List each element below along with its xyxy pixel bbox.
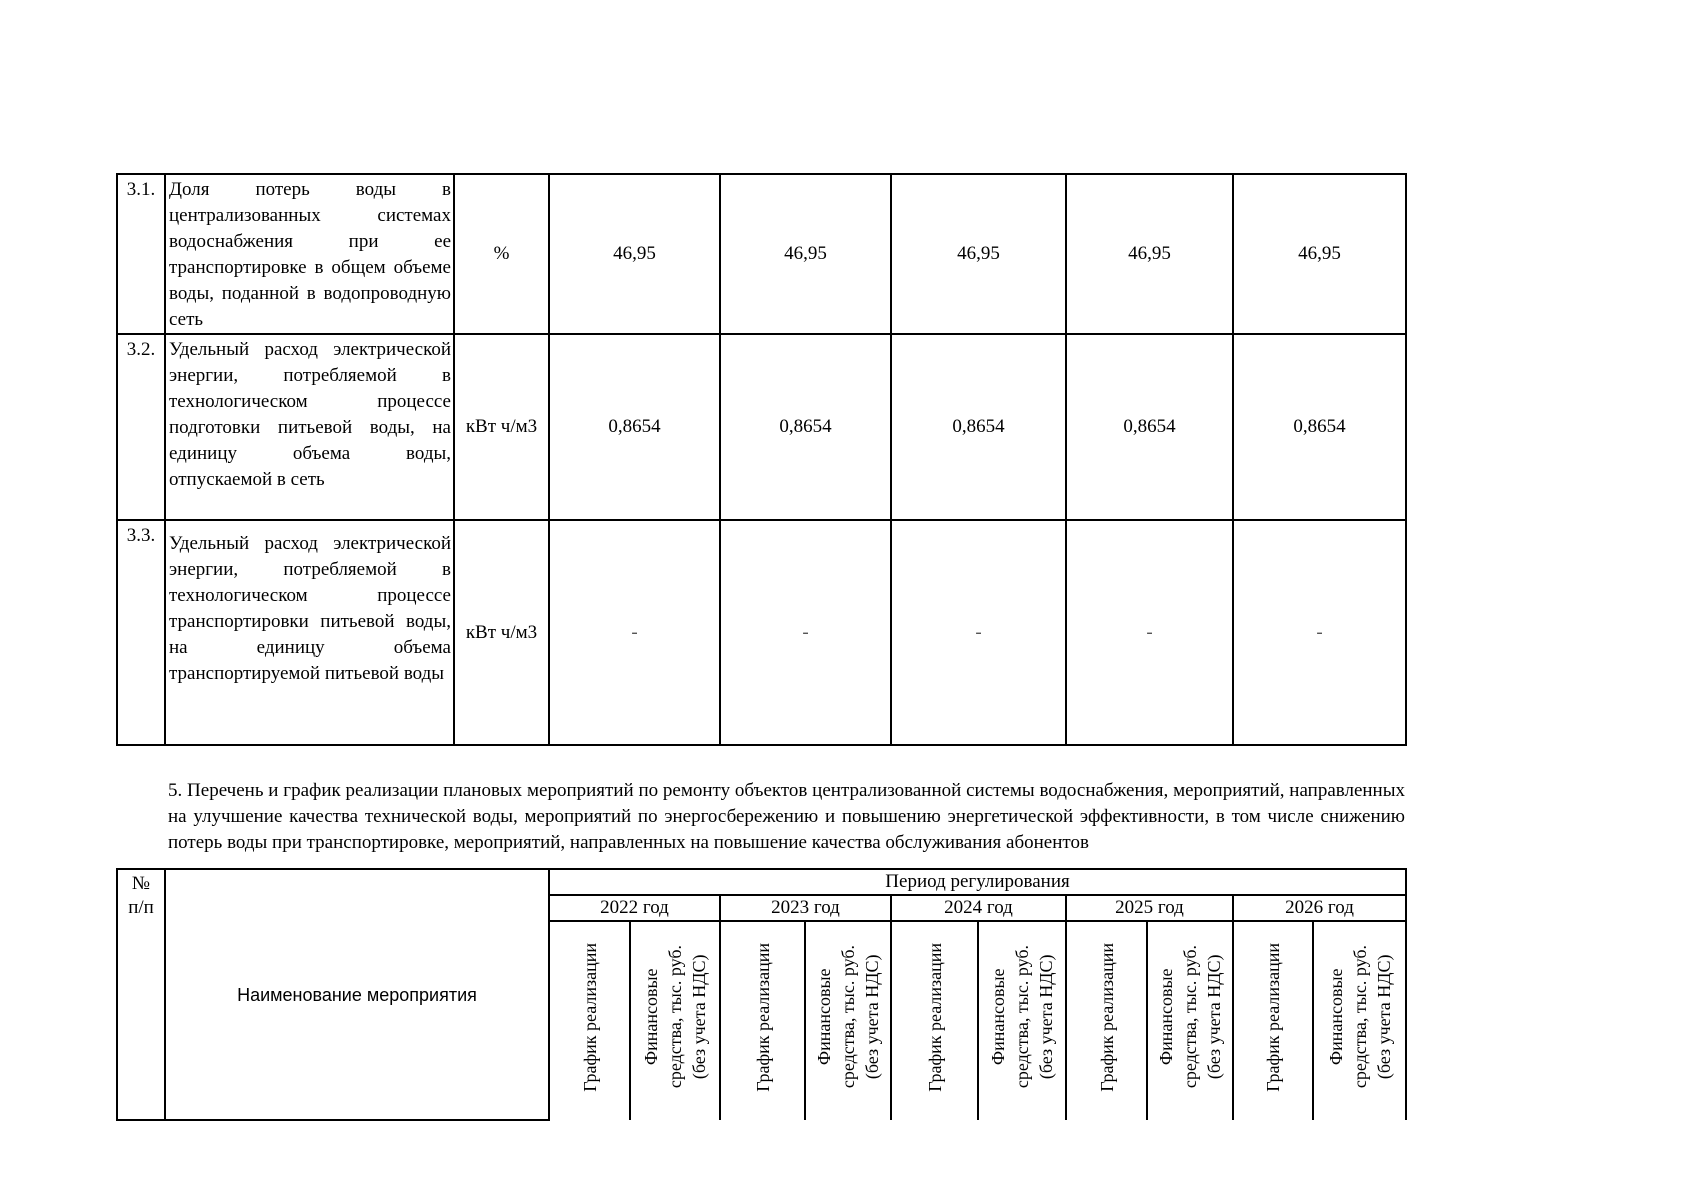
year-header-2024: 2024 год: [891, 895, 1066, 921]
indicator-value-2025: 0,8654: [1066, 334, 1233, 520]
indicator-row: [117, 174, 1406, 334]
indicator-value-2023: 0,8654: [720, 334, 891, 520]
indicator-value-2022: 46,95: [549, 174, 720, 334]
indicator-unit: %: [454, 174, 549, 334]
subheader-schedule-2026: График реализации: [1233, 921, 1313, 1120]
indicator-value-2024: -: [891, 520, 1066, 745]
year-header-2025: 2025 год: [1066, 895, 1233, 921]
subheader-schedule-2025: График реализации: [1066, 921, 1147, 1120]
indicator-unit: кВт ч/м3: [454, 334, 549, 520]
indicator-value-2024: 46,95: [891, 174, 1066, 334]
indicator-value-2023: -: [720, 520, 891, 745]
period-header: Период регулирования: [549, 869, 1406, 895]
plan-header-row: [117, 869, 1406, 895]
column-header-name: Наименование мероприятия: [165, 869, 549, 1120]
subheader-finance-2023: Финансовые средства, тыс. руб. (без учета НДС): [805, 921, 891, 1120]
indicator-number: 3.3.: [117, 520, 165, 745]
indicator-value-2022: 0,8654: [549, 334, 720, 520]
indicator-value-2026: -: [1233, 520, 1406, 745]
indicator-number: 3.1.: [117, 174, 165, 334]
indicator-row: [117, 520, 1406, 745]
year-header-2023: 2023 год: [720, 895, 891, 921]
indicator-description: Доля потерь воды в централизованных системах водоснабжения при ее транспортировке в общем объеме воды, поданной в водопроводную сеть: [165, 174, 454, 334]
indicator-value-2026: 46,95: [1233, 174, 1406, 334]
subheader-finance-2026: Финансовые средства, тыс. руб. (без учета НДС): [1313, 921, 1406, 1120]
subheader-schedule-2023: График реализации: [720, 921, 805, 1120]
indicator-number: 3.2.: [117, 334, 165, 520]
indicator-value-2025: -: [1066, 520, 1233, 745]
indicator-value-2024: 0,8654: [891, 334, 1066, 520]
indicator-value-2022: -: [549, 520, 720, 745]
year-header-2022: 2022 год: [549, 895, 720, 921]
year-header-2026: 2026 год: [1233, 895, 1406, 921]
indicator-value-2026: 0,8654: [1233, 334, 1406, 520]
subheader-schedule-2022: График реализации: [549, 921, 630, 1120]
subheader-finance-2022: Финансовые средства, тыс. руб. (без учета НДС): [630, 921, 720, 1120]
indicator-value-2023: 46,95: [720, 174, 891, 334]
section-5-heading: 5. Перечень и график реализации плановых мероприятий по ремонту объектов централизованной системы водоснабжения, мероприятий, направленных на улучшение качества технической воды, мероприятий по энергосбережению и повышению энергетической эффективности, в том числе снижению потерь воды при транспортировке, мероприятий, направленных на повышение качества обслуживания абонентов: [168, 780, 1405, 853]
column-header-number: № п/п: [117, 869, 165, 1120]
subheader-schedule-2024: График реализации: [891, 921, 978, 1120]
indicator-row: [117, 334, 1406, 520]
indicator-value-2025: 46,95: [1066, 174, 1233, 334]
subheader-finance-2025: Финансовые средства, тыс. руб. (без учета НДС): [1147, 921, 1233, 1120]
indicator-description: Удельный расход электрической энергии, потребляемой в технологическом процессе подготовки питьевой воды, на единицу объема воды, отпускаемой в сеть: [165, 334, 454, 520]
indicator-unit: кВт ч/м3: [454, 520, 549, 745]
subheader-finance-2024: Финансовые средства, тыс. руб. (без учета НДС): [978, 921, 1066, 1120]
plan-table: [116, 868, 1407, 1121]
indicator-description: Удельный расход электрической энергии, потребляемой в технологическом процессе транспортировки питьевой воды, на единицу объема транспортируемой питьевой воды: [165, 520, 454, 745]
indicators-table: [116, 173, 1407, 746]
